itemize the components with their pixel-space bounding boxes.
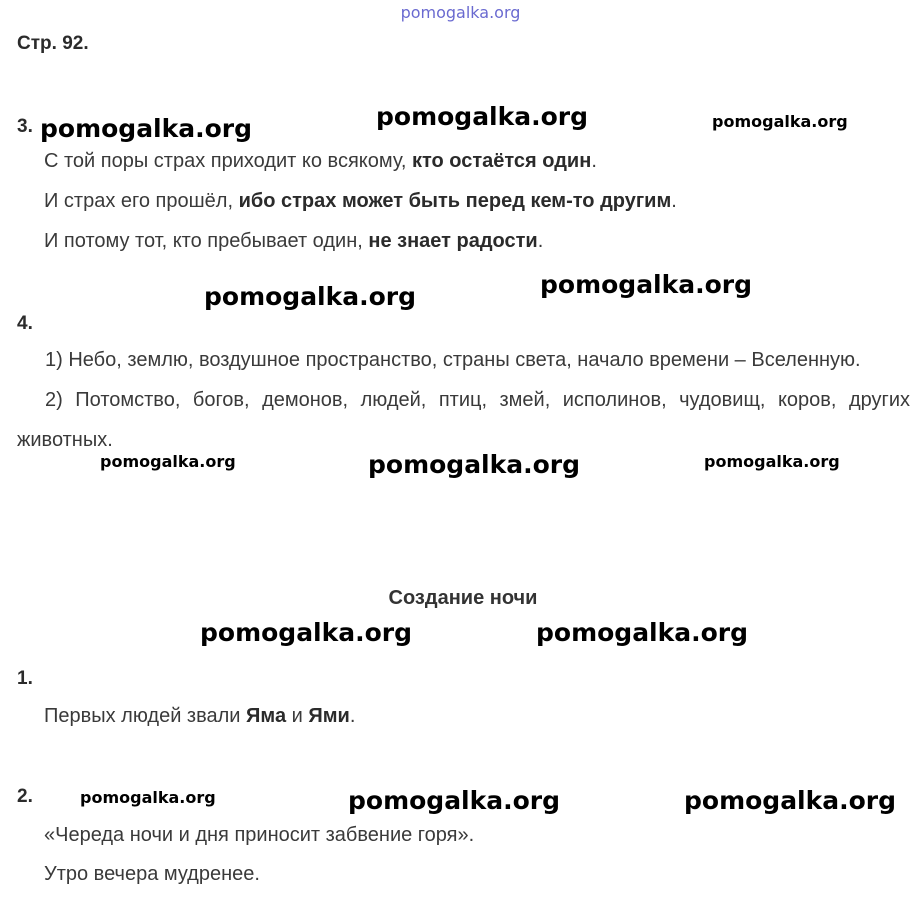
watermark: pomogalka.org [536,618,749,647]
q3-line-1: С той поры страх приходит ко всякому, кто остаётся один. [44,150,597,172]
s2-q1-answer: Первых людей звали Яма и Ями. [44,705,356,727]
watermark: pomogalka.org [200,618,413,647]
watermark: pomogalka.org [704,452,840,471]
watermark: pomogalka.org [348,786,561,815]
q3-line-3: И потому тот, кто пребывает один, не знает радости. [44,230,544,252]
watermark: pomogalka.org [204,282,417,311]
q4-answer-2: 2) Потомство, богов, демонов, людей, птиц, змей, исполинов, чудовищ, коров, других животных. [17,389,910,451]
q3-line-2: И страх его прошёл, ибо страх может быть перед кем-то другим. [44,190,677,212]
watermark: pomogalka.org [712,112,848,131]
question-1-number: 1. [17,668,33,689]
watermark: pomogalka.org [684,786,897,815]
watermark: pomogalka.org [80,788,216,807]
section-heading: Создание ночи [388,587,538,609]
page-reference: Стр. 92. [17,33,89,54]
s2-q2-line-1: «Череда ночи и дня приносит забвение горя». [44,824,475,846]
question-3-number: 3. [17,116,33,137]
q4-answers [17,340,910,460]
s2-q2-line-2: Утро вечера мудренее. [44,863,260,885]
top-watermark: pomogalka.org [400,3,521,22]
watermark: pomogalka.org [368,450,581,479]
question-4-number: 4. [17,313,33,334]
watermark: pomogalka.org [100,452,236,471]
watermark: pomogalka.org [540,270,753,299]
watermark: pomogalka.org [40,114,253,143]
question-2-number: 2. [17,786,33,807]
q4-answer-1: 1) Небо, землю, воздушное пространство, страны света, начало времени – Вселенную. [45,349,861,371]
watermark: pomogalka.org [376,102,589,131]
